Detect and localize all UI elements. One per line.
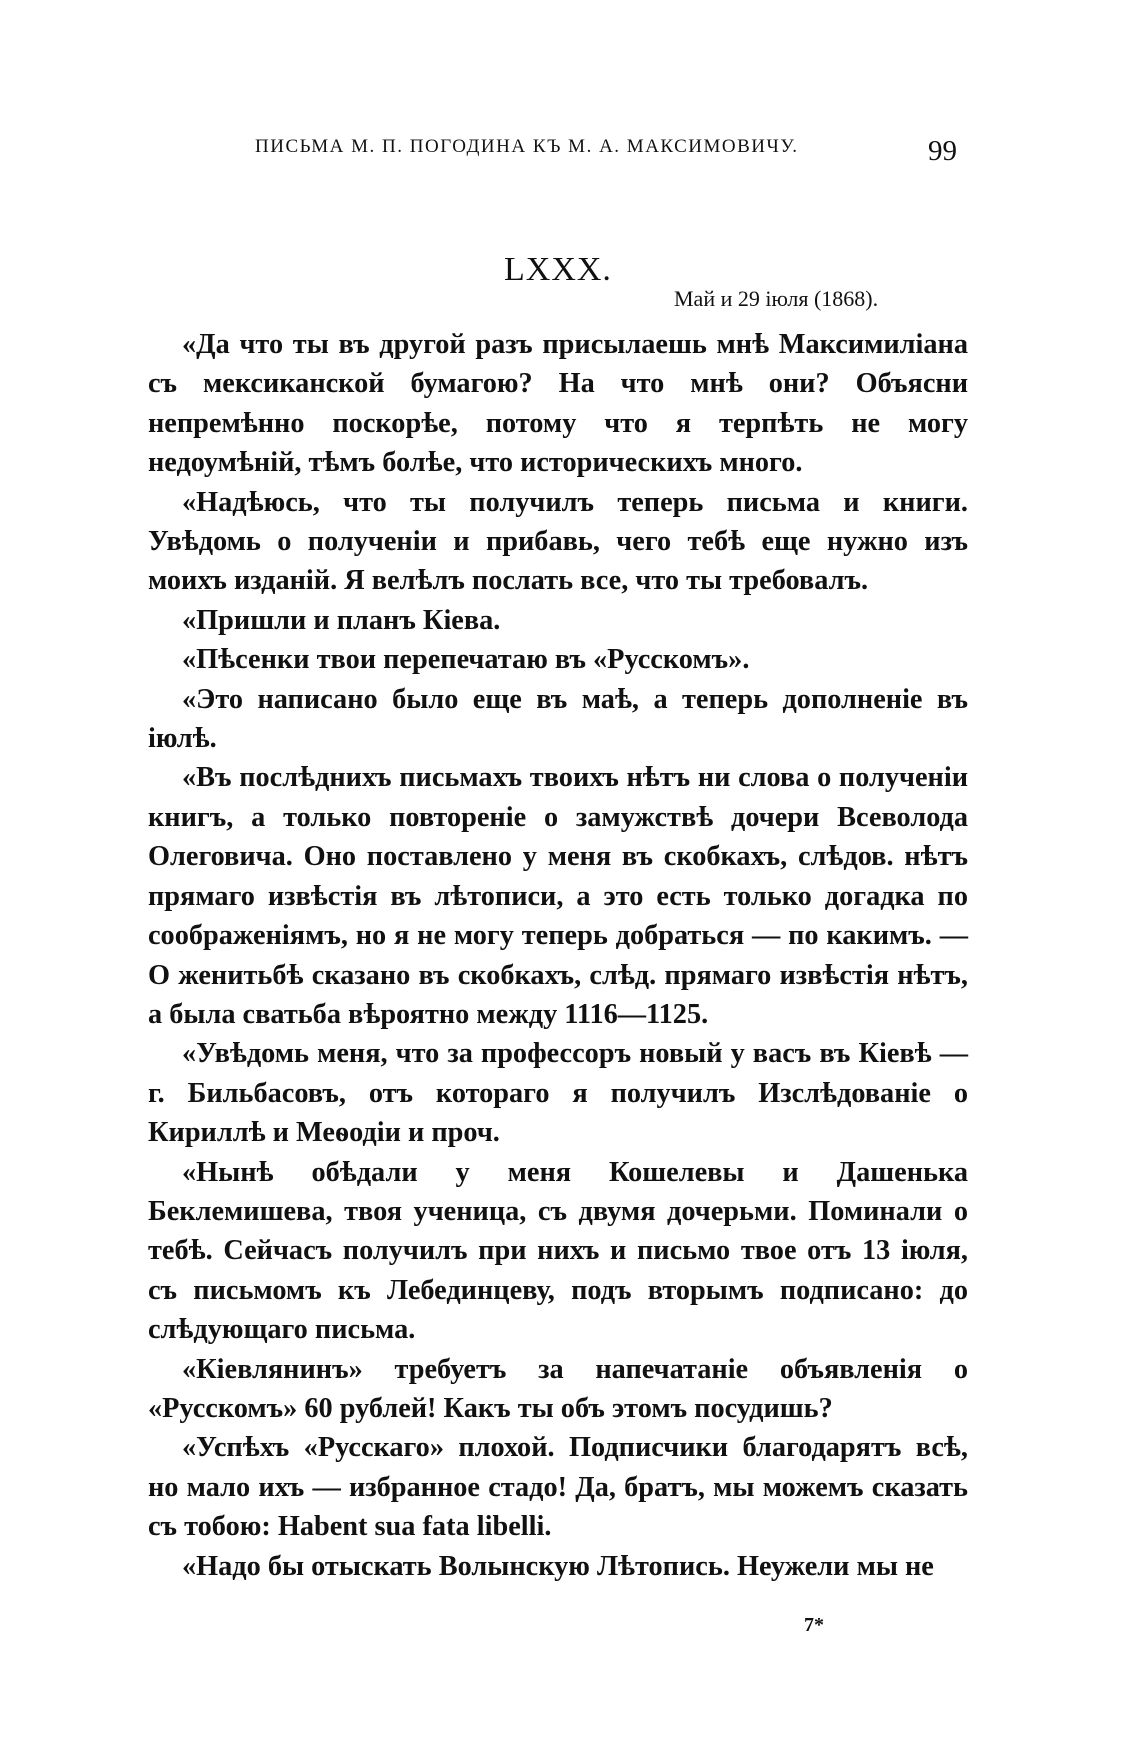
paragraph: «Пришли и планъ Кіева. <box>182 604 501 636</box>
paragraph: «Кіевлянинъ» требуетъ за напечатаніе объявленія о «Русскомъ» 60 рублей! Какъ ты объ этомъ посудишь? <box>148 1353 968 1424</box>
paragraph: «Въ послѣднихъ письмахъ твоихъ нѣтъ ни слова о полученіи книгъ, а только повтореніе о замужствѣ дочери Всеволода Олеговича. Оно поставлено у меня въ скобкахъ, слѣдов. нѣтъ прямаго извѣстія въ лѣтописи, а это есть только догадка по соображеніямъ, но я не могу теперь добраться — по какимъ. — О женитьбѣ сказано въ скобкахъ, слѣд. прямаго извѣстія нѣтъ, а была сватьба вѣроятно между 1116—1125. <box>148 762 968 1030</box>
paragraph: «Это написано было еще въ маѣ, а теперь дополненіе въ іюлѣ. <box>148 683 968 755</box>
letter-body <box>148 325 968 1586</box>
paragraph: «Нынѣ обѣдали у меня Кошелевы и Дашенька Беклемишева, твоя ученица, съ двумя дочерьми. Поминали о тебѣ. Сейчасъ получилъ при нихъ и письмо твое отъ 13 іюля, съ письмомъ къ Лебединцеву, подъ вторымъ подписано: до слѣдующаго письма. <box>148 1156 968 1346</box>
paragraph: «Надѣюсь, что ты получилъ теперь письма и книги. Увѣдомь о полученіи и прибавь, чего тебѣ еще нужно изъ моихъ изданій. Я велѣлъ послать все, что ты требовалъ. <box>148 486 968 597</box>
paragraph: «Надо бы отыскать Волынскую Лѣтопись. Неужели мы не <box>182 1550 934 1582</box>
paragraph: «Пѣсенки твои перепечатаю въ «Русскомъ». <box>182 644 750 676</box>
paragraph: «Успѣхъ «Русскаго» плохой. Подписчики благодарятъ всѣ, но мало ихъ — избранное стадо! Да, братъ, мы можемъ сказать съ тобою: Habent sua fata libelli. <box>148 1432 968 1543</box>
page-number: 99 <box>928 135 957 167</box>
paragraph: «Увѣдомь меня, что за профессоръ новый у васъ въ Кіевѣ — г. Бильбасовъ, отъ котораго я получилъ Изслѣдованіе о Кириллѣ и Меѳодіи и проч. <box>148 1038 968 1149</box>
sheet-signature-mark: 7* <box>804 1614 824 1636</box>
letter-date: Май и 29 іюля (1868). <box>674 286 879 311</box>
letter-number-heading: LXXX. <box>504 251 612 288</box>
running-title: ПИСЬМА М. П. ПОГОДИНА КЪ М. А. МАКСИМОВИЧУ. <box>255 136 799 157</box>
paragraph: «Да что ты въ другой разъ присылаешь мнѣ Максимиліана съ мексиканской бумагою? На что мнѣ они? Объясни непремѣнно поскорѣе, потому что я терпѣть не могу недоумѣній, тѣмъ болѣе, что историческихъ много. <box>148 329 968 479</box>
